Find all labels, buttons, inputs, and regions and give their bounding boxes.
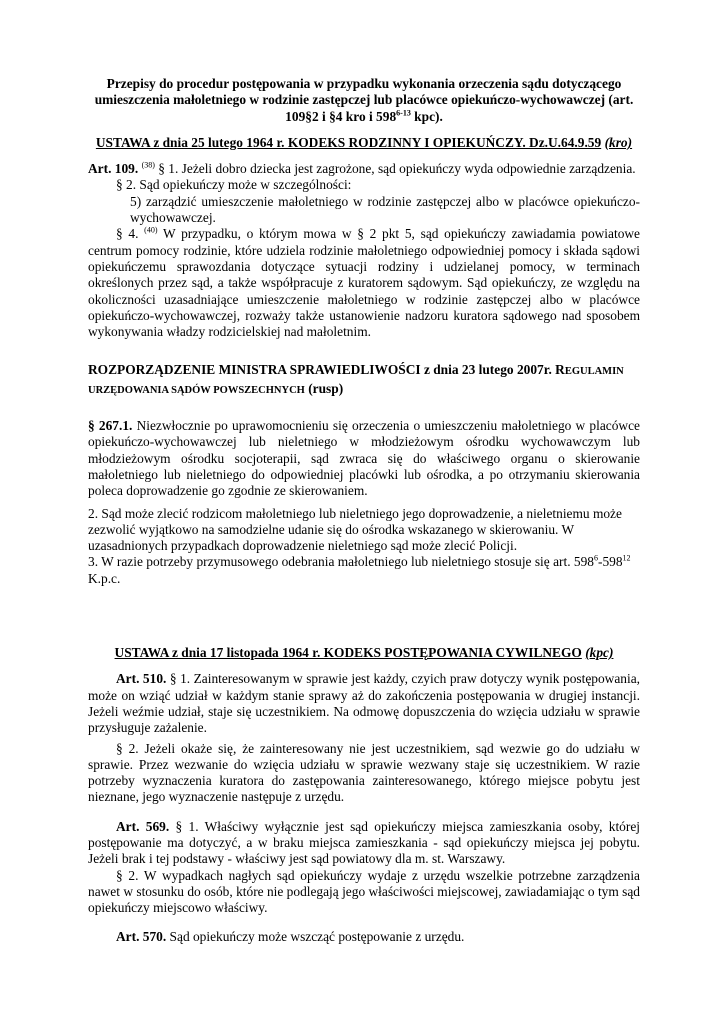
document-title: Przepisy do procedur postępowania w przypadku wykonania orzeczenia sądu dotyczącego umieszczenia małoletniego w rodzinie zastępczej lub placówce opiekuńczo-wychowawczej (art. 109§2 i §4 kro i 598$^{6-13}$ kpc). xyxy=(94,76,634,124)
art109-par4: § 4. $^{(40)}$ W przypadku, o którym mowa w § 2 pkt 5, sąd opiekuńczy zawiadamia powiatowe centrum pomocy rodzinie, które udziela rodzinie małoletniego odpowiedniej pomocy i składa sądowi opiekuńczemu sprawozdania dotyczące sytuacji rodziny i udzielanej pomocy, w terminach określonych przez sąd, a także współpracuje z kuratorem sądowym. Sąd opiekuńczy, ze względu na okoliczności uzasadniające umieszczenie małoletniego w rodzinie zastępczej albo w placówce opiekuńczo-wychowawczej, rozważy także ustanowienie nadzoru kuratora sądowego nad sposobem wykonywania władzy rodzicielskiej nad małoletnim. xyxy=(88,225,640,340)
art109-par2: § 2. Sąd opiekuńczy może w szczególności: xyxy=(116,177,352,193)
art570: Art. 570. Sąd opiekuńczy może wszcząć postępowanie z urzędu. xyxy=(116,929,465,945)
art109-par2-pt5: 5) zarządzić umieszczenie małoletniego w rodzinie zastępczej albo w placówce opiekuńczo-wychowawczej. xyxy=(130,193,640,226)
art569-par1: Art. 569. § 1. Właściwy wyłącznie jest sąd opiekuńczy miejsca zamieszkania osoby, której postępowanie ma dotyczyć, a w braku miejsca zamieszkania - sąd opiekuńczy miejsca jej pobytu. Jeżeli brak i tej podstawy - właściwy jest sąd powiatowy dla m. st. Warszawy. xyxy=(88,818,640,867)
art109-par1: Art. 109. $^{(38)}$ § 1. Jeżeli dobro dziecka jest zagrożone, sąd opiekuńczy wyda odpowiednie zarządzenia. xyxy=(88,160,636,177)
art510-par2: § 2. Jeżeli okaże się, że zainteresowany nie jest uczestnikiem, sąd wezwie go do udziału w sprawie. Przez wezwanie do wzięcia udziału w sprawie wezwany staje się uczestnikiem. W razie potrzeby wyznaczenia kuratora do zastępowania zainteresowanego, którego miejsce pobytu jest nieznane, jego wyznaczenie następuje z urzędu. xyxy=(88,740,640,805)
rusp-267-1: § 267.1. Niezwłocznie po uprawomocnieniu się orzeczenia o umieszczeniu małoletniego w placówce opiekuńczo-wychowawczej lub nieletniego w młodzieżowym ośrodku wychowawczym lub młodzieżowym ośrodku socjoterapii, sąd zwraca się do właściwego organu o skierowanie małoletniego lub nieletniego do odpowiedniej placówki lub ośrodka, a po otrzymaniu skierowania poleca doprowadzenie go zgodnie ze skierowaniem. xyxy=(88,418,640,499)
art510-par1: Art. 510. § 1. Zainteresowanym w sprawie jest każdy, czyich praw dotyczy wynik postępowania, może on wziąć udział w każdym stanie sprawy aż do zakończenia postępowania w drugiej instancji. Jeżeli weźmie udział, staje się uczestnikiem. Na odmowę dopuszczenia do wzięcia udziału w sprawie przysługuje zażalenie. xyxy=(88,671,640,736)
art569-par2: § 2. W wypadkach nagłych sąd opiekuńczy wydaje z urzędu wszelkie potrzebne zarządzenia nawet w stosunku do osób, które nie podlegają jego właściwości miejscowej, zawiadamiając o tym sąd opiekuńczy miejscowo właściwy. xyxy=(88,867,640,916)
kpc-heading: USTAWA z dnia 17 listopada 1964 r. KODEKS POSTĘPOWANIA CYWILNEGO (kpc) xyxy=(114,645,614,661)
rusp-267-3: 3. W razie potrzeby przymusowego odebrania małoletniego lub nieletniego stosuje się art. $598^6-598^{12}$ K.p.c. xyxy=(88,553,631,586)
rusp-267-2: 2. Sąd może zlecić rodzicom małoletniego lub nieletniego jego doprowadzenie, a nieletniemu może zezwolić wyjątkowo na samodzielne udanie się do ośrodka wskazanego w skierowaniu. W uzasadnionych przypadkach doprowadzenie nieletniego sąd może zlecić Policji. xyxy=(88,505,622,554)
document-page xyxy=(88,76,640,946)
rusp-heading: ROZPORZĄDZENIE MINISTRA SPRAWIEDLIWOŚCI z dnia 23 lutego 2007r. REGULAMIN URZĘDOWANIA SĄDÓW POWSZECHNYCH (rusp) xyxy=(88,362,624,396)
kro-heading: USTAWA z dnia 25 lutego 1964 r. KODEKS RODZINNY I OPIEKUŃCZY. Dz.U.64.9.59 (kro) xyxy=(95,134,633,150)
